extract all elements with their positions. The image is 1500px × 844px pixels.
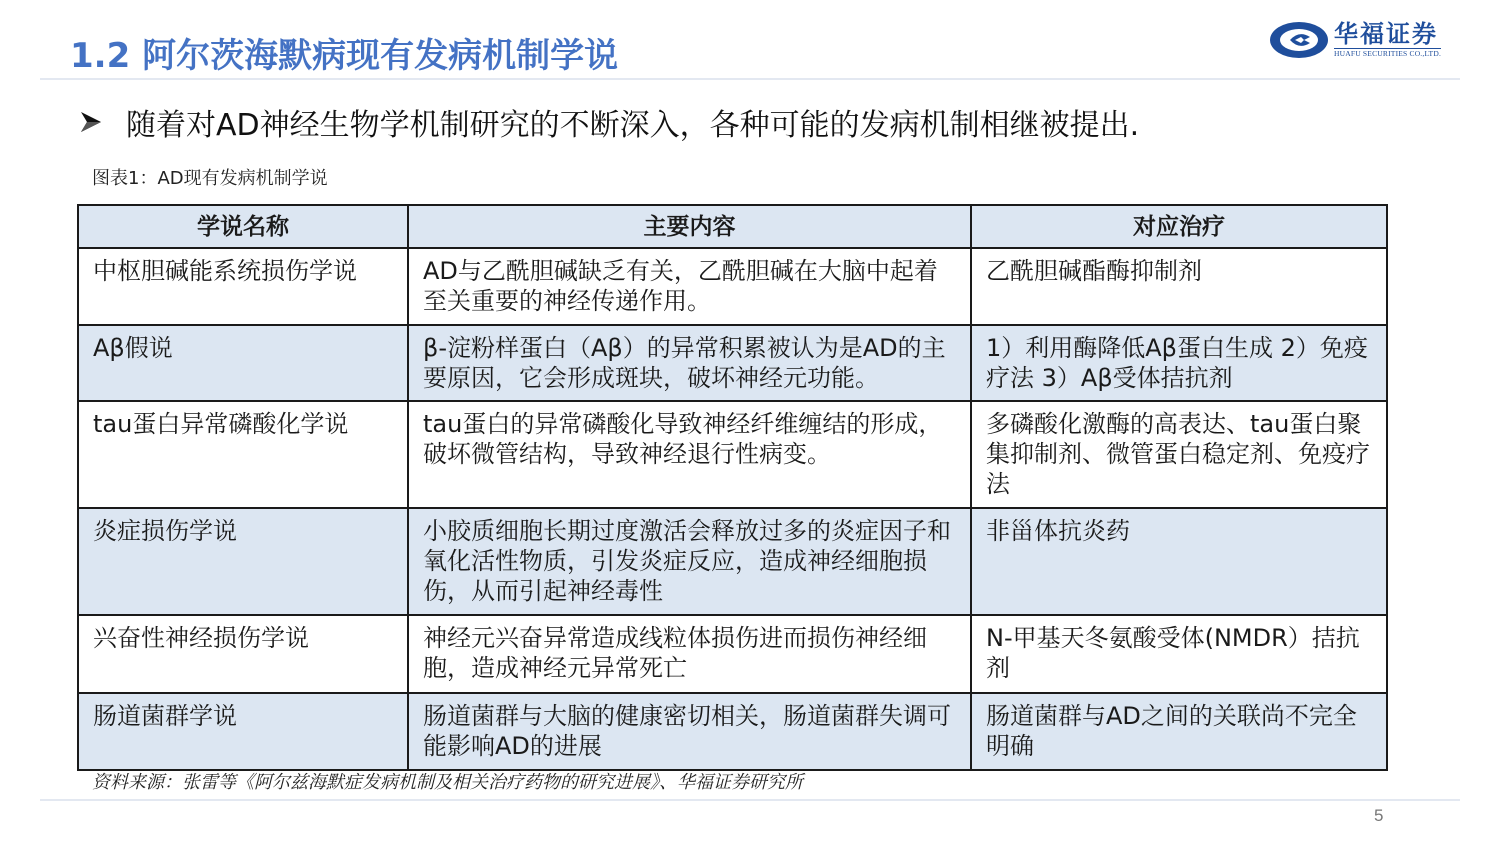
cell-theory-name: 中枢胆碱能系统损伤学说 (78, 248, 408, 325)
column-header-name: 学说名称 (78, 205, 408, 248)
mechanism-table (77, 204, 1388, 771)
table-row (78, 248, 1387, 325)
cell-treatment: 1）利用酶降低Aβ蛋白生成 2）免疫疗法 3）Aβ受体拮抗剂 (971, 325, 1387, 401)
logo-name-cn: 华福证券 (1334, 21, 1441, 49)
cell-main-content: 小胶质细胞长期过度激活会释放过多的炎症因子和氧化活性物质，引发炎症反应，造成神经细胞损伤，从而引起神经毒性 (408, 508, 971, 615)
header-divider (40, 78, 1460, 80)
company-logo (1268, 18, 1458, 62)
source-note: 资料来源：张雷等《阿尔兹海默症发病机制及相关治疗药物的研究进展》、华福证券研究所 (92, 772, 803, 793)
figure-caption: 图表1：AD现有发病机制学说 (92, 168, 328, 189)
table-row (78, 615, 1387, 693)
cell-theory-name: 肠道菌群学说 (78, 693, 408, 770)
table-row (78, 508, 1387, 615)
arrow-bullet-icon (80, 111, 102, 133)
bullet-text: 随着对AD神经生物学机制研究的不断深入，各种可能的发病机制相继被提出. (126, 108, 1140, 143)
bullet-point (80, 100, 1139, 144)
cell-theory-name: 兴奋性神经损伤学说 (78, 615, 408, 693)
column-header-content: 主要内容 (408, 205, 971, 248)
cell-theory-name: Aβ假说 (78, 325, 408, 401)
column-header-treatment: 对应治疗 (971, 205, 1387, 248)
cell-theory-name: tau蛋白异常磷酸化学说 (78, 401, 408, 508)
cell-main-content: β-淀粉样蛋白（Aβ）的异常积累被认为是AD的主要原因，它会形成斑块，破坏神经元功能。 (408, 325, 971, 401)
cell-treatment: 乙酰胆碱酯酶抑制剂 (971, 248, 1387, 325)
cell-main-content: 神经元兴奋异常造成线粒体损伤进而损伤神经细胞，造成神经元异常死亡 (408, 615, 971, 693)
table-header-row (78, 205, 1387, 248)
table-row (78, 401, 1387, 508)
cell-main-content: 肠道菌群与大脑的健康密切相关，肠道菌群失调可能影响AD的进展 (408, 693, 971, 770)
page-title: 1.2 阿尔茨海默病现有发病机制学说 (70, 36, 619, 76)
huafu-logo-icon (1268, 20, 1330, 60)
page-number: 5 (1374, 806, 1384, 825)
cell-treatment: 多磷酸化激酶的高表达、tau蛋白聚集抑制剂、微管蛋白稳定剂、免疫疗法 (971, 401, 1387, 508)
table-row (78, 325, 1387, 401)
cell-main-content: tau蛋白的异常磷酸化导致神经纤维缠结的形成，破坏微管结构，导致神经退行性病变。 (408, 401, 971, 508)
cell-theory-name: 炎症损伤学说 (78, 508, 408, 615)
cell-treatment: 肠道菌群与AD之间的关联尚不完全明确 (971, 693, 1387, 770)
footer-divider (40, 799, 1460, 801)
logo-name-en: HUAFU SECURITIES CO.,LTD. (1334, 49, 1442, 58)
cell-treatment: 非甾体抗炎药 (971, 508, 1387, 615)
table-row (78, 693, 1387, 770)
cell-treatment: N-甲基天冬氨酸受体(NMDR）拮抗剂 (971, 615, 1387, 693)
cell-main-content: AD与乙酰胆碱缺乏有关，乙酰胆碱在大脑中起着至关重要的神经传递作用。 (408, 248, 971, 325)
